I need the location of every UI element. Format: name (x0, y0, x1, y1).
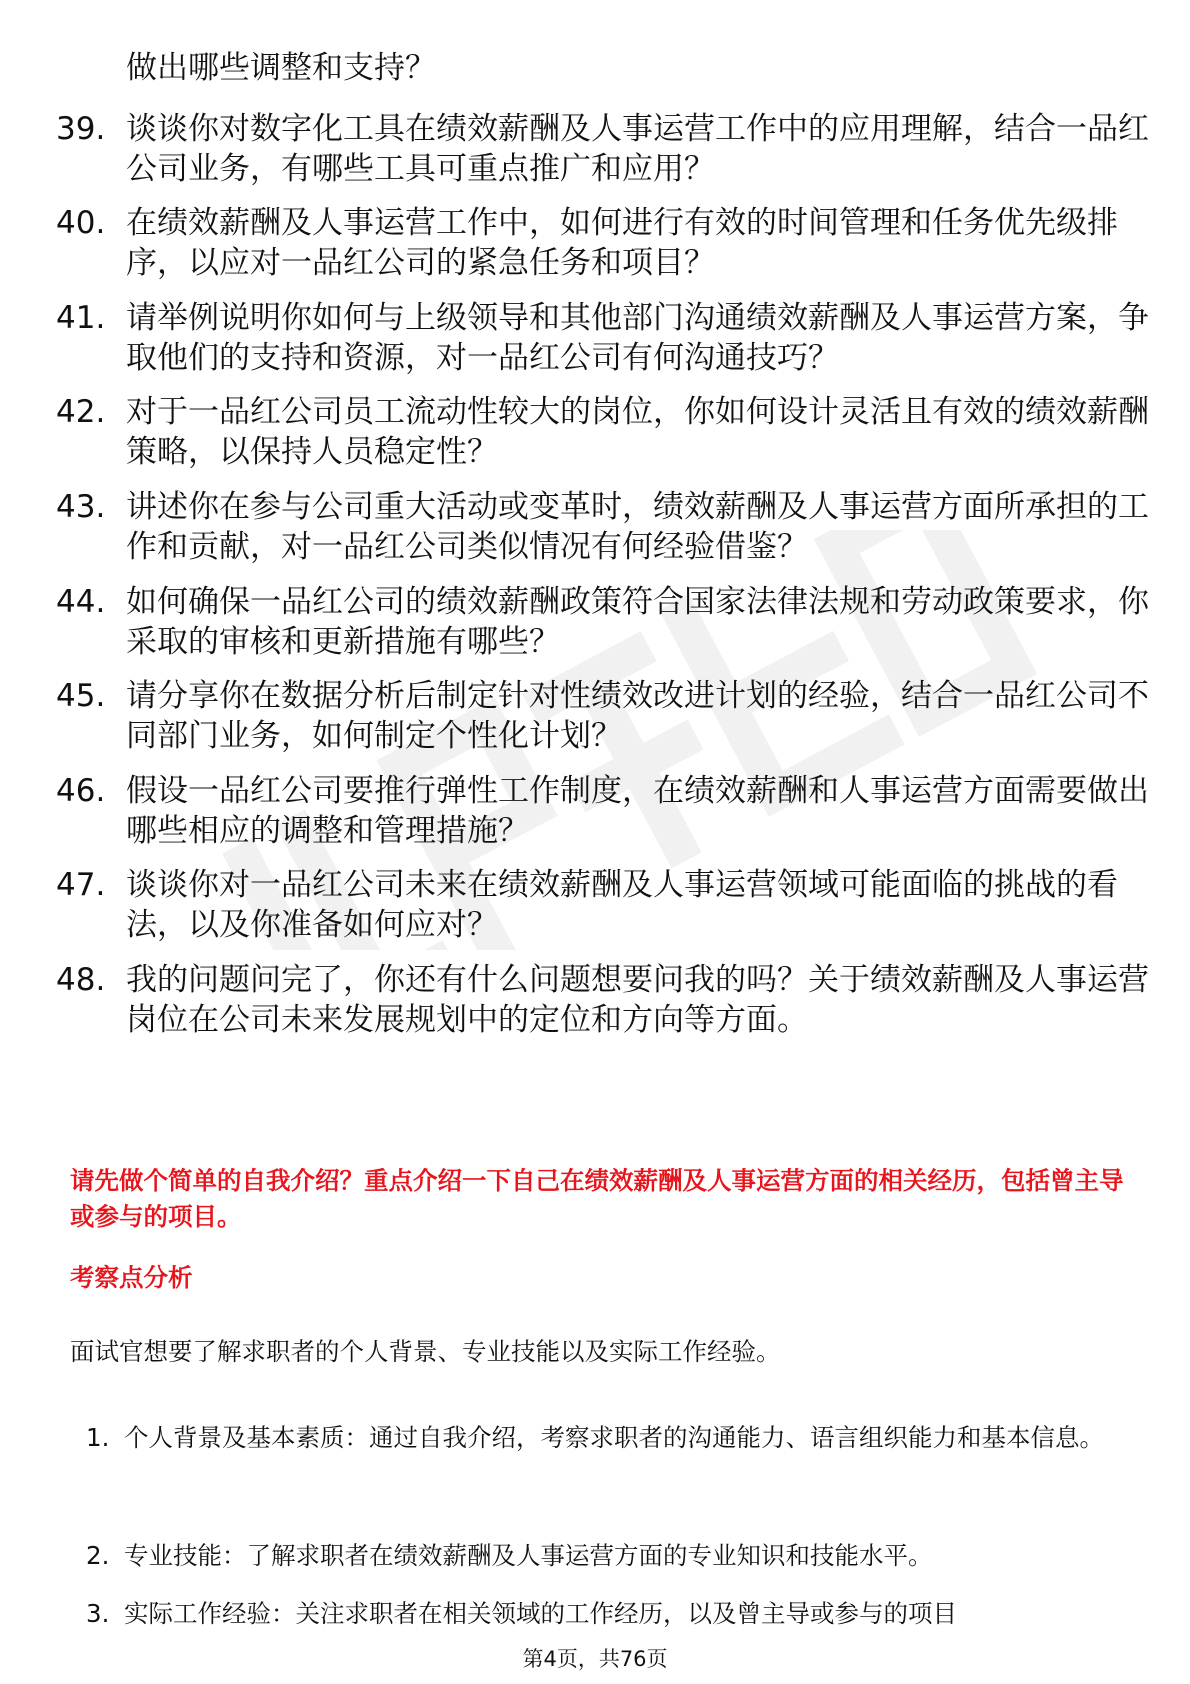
question-item (56, 582, 1156, 662)
question-text: 假设一品红公司要推行弹性工作制度，在绩效薪酬和人事运营方面需要做出哪些相应的调整和管理措施？ (126, 773, 1149, 849)
intro-paragraph: 面试官想要了解求职者的个人背景、专业技能以及实际工作经验。 (70, 1337, 781, 1366)
list-text: 个人背景及基本素质：通过自我介绍，考察求职者的沟通能力、语言组织能力和基本信息。 (124, 1423, 1104, 1452)
list-item (86, 1410, 1136, 1466)
question-number: 44. (56, 584, 106, 620)
question-item (56, 298, 1156, 378)
question-number: 40. (56, 205, 106, 241)
question-item (56, 865, 1156, 945)
question-item (56, 109, 1156, 189)
question-text: 做出哪些调整和支持？ (126, 50, 436, 86)
question-item (56, 771, 1156, 851)
list-text: 实际工作经验：关注求职者在相关领域的工作经历，以及曾主导或参与的项目 (124, 1599, 957, 1628)
question-item (56, 960, 1156, 1040)
question-text: 请举例说明你如何与上级领导和其他部门沟通绩效薪酬及人事运营方案，争取他们的支持和资源，对一品红公司有何沟通技巧？ (126, 300, 1149, 376)
question-text: 我的问题问完了，你还有什么问题想要问我的吗？关于绩效薪酬及人事运营岗位在公司未来发展规划中的定位和方向等方面。 (126, 962, 1149, 1038)
page-footer: 第4页，共76页 (522, 1647, 668, 1671)
question-number: 46. (56, 773, 106, 809)
list-item (86, 1586, 1136, 1642)
question-item (56, 676, 1156, 756)
question-text: 如何确保一品红公司的绩效薪酬政策符合国家法律法规和劳动政策要求，你采取的审核和更新措施有哪些？ (126, 584, 1149, 660)
question-number: 45. (56, 678, 106, 714)
list-item (86, 1528, 1136, 1584)
question-number: 43. (56, 489, 106, 525)
question-number: 48. (56, 962, 106, 998)
list-number: 1. (86, 1423, 110, 1452)
question-text: 讲述你在参与公司重大活动或变革时，绩效薪酬及人事运营方面所承担的工作和贡献，对一品红公司类似情况有何经验借鉴？ (126, 489, 1149, 565)
list-number: 2. (86, 1541, 110, 1570)
question-number: 42. (56, 394, 106, 430)
question-item (56, 487, 1156, 567)
question-text: 在绩效薪酬及人事运营工作中，如何进行有效的时间管理和任务优先级排序，以应对一品红公司的紧急任务和项目？ (126, 205, 1118, 281)
question-item (56, 203, 1156, 283)
question-continuation (56, 48, 1156, 88)
section-title: 考察点分析 (70, 1263, 193, 1292)
question-item (56, 392, 1156, 472)
question-number: 47. (56, 867, 106, 903)
question-text: 对于一品红公司员工流动性较大的岗位，你如何设计灵活且有效的绩效薪酬策略，以保持人员稳定性？ (126, 394, 1149, 470)
list-text: 专业技能：了解求职者在绩效薪酬及人事运营方面的专业知识和技能水平。 (124, 1541, 933, 1570)
question-text: 请分享你在数据分析后制定针对性绩效改进计划的经验，结合一品红公司不同部门业务，如何制定个性化计划？ (126, 678, 1149, 754)
question-text: 谈谈你对数字化工具在绩效薪酬及人事运营工作中的应用理解，结合一品红公司业务，有哪些工具可重点推广和应用？ (126, 111, 1149, 187)
question-text: 谈谈你对一品红公司未来在绩效薪酬及人事运营领域可能面临的挑战的看法，以及你准备如何应对？ (126, 867, 1118, 943)
question-number: 41. (56, 300, 106, 336)
lead-question: 请先做个简单的自我介绍？重点介绍一下自己在绩效薪酬及人事运营方面的相关经历，包括曾主导或参与的项目。 (70, 1166, 1124, 1231)
question-number: 39. (56, 111, 106, 147)
list-number: 3. (86, 1599, 110, 1628)
